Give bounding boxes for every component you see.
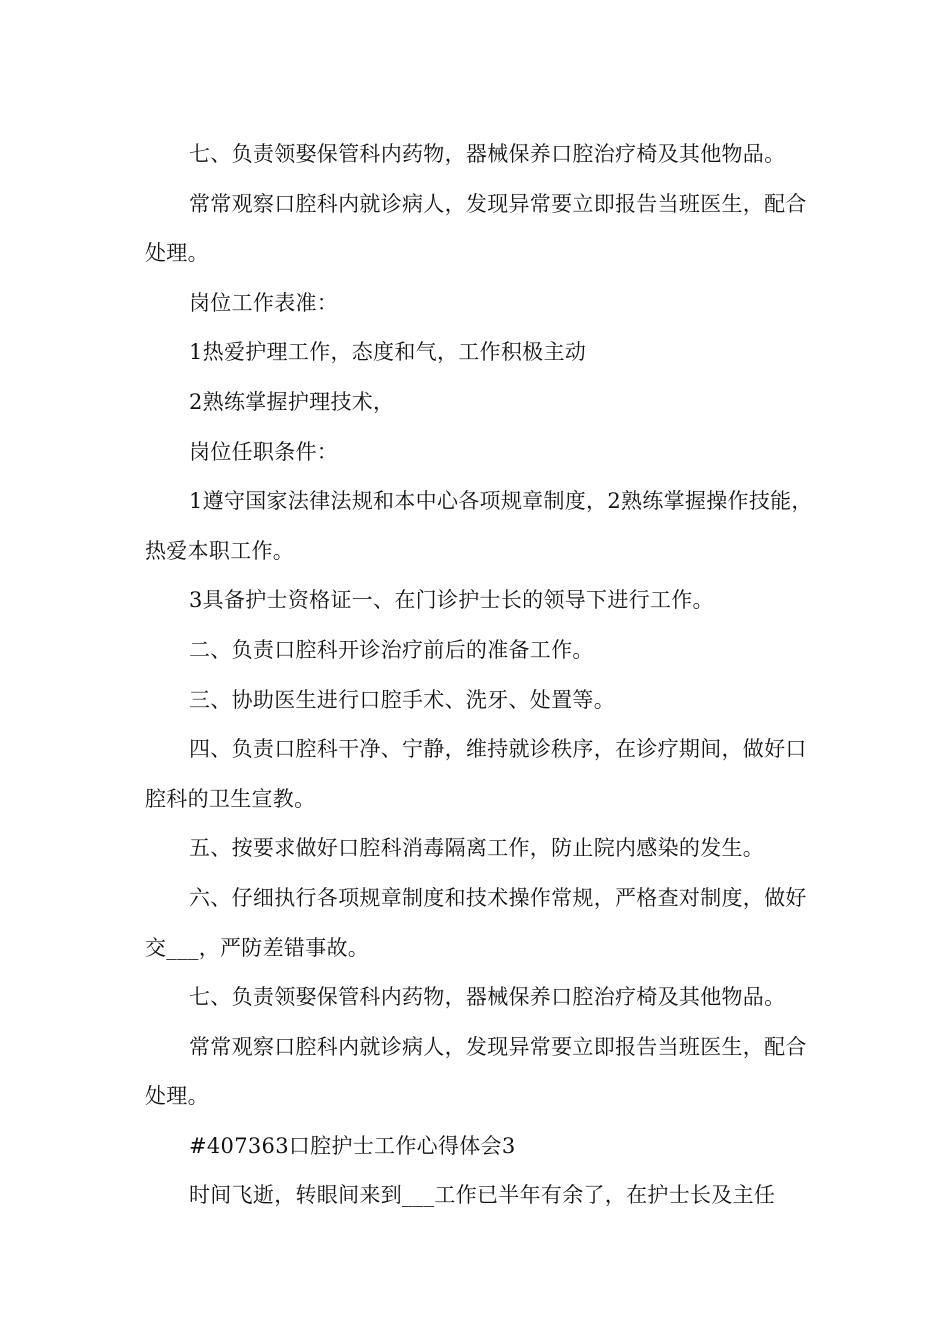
paragraph: 时间飞逝，转眼间来到___工作已半年有余了，在护士长及主任	[189, 1183, 776, 1208]
paragraph: 常常观察口腔科内就诊病人，发现异常要立即报告当班医生，配合处理。	[145, 1034, 807, 1109]
paragraph: 六、仔细执行各项规章制度和技术操作常规，严格查对制度，做好交___，严防差错事故。	[145, 885, 807, 960]
paragraph: 常常观察口腔科内就诊病人，发现异常要立即报告当班医生，配合处理。	[145, 191, 807, 266]
section-heading: 岗位任职条件：	[189, 439, 339, 464]
paragraph: 1遵守国家法律法规和本中心各项规章制度，2熟练掌握操作技能，热爱本职工作。	[145, 489, 813, 563]
paragraph: 3具备护士资格证一、在门诊护士长的领导下进行工作。	[189, 588, 714, 613]
paragraph: 四、负责口腔科干净、宁静，维持就诊秩序，在诊疗期间，做好口腔科的卫生宣教。	[145, 737, 807, 811]
paragraph: 2熟练掌握护理技术，	[189, 389, 395, 414]
paragraph: 二、负责口腔科开诊治疗前后的准备工作。	[189, 637, 594, 662]
paragraph: 三、协助医生进行口腔手术、洗牙、处置等。	[189, 687, 615, 712]
paragraph: 1热爱护理工作，态度和气，工作积极主动	[189, 340, 587, 365]
section-heading: 岗位工作表准：	[189, 290, 339, 315]
paragraph: 七、负责领娶保管科内药物，器械保养口腔治疗椅及其他物品。	[189, 142, 786, 166]
section-title: #407363口腔护士工作心得体会3	[189, 1133, 516, 1158]
paragraph: 七、负责领娶保管科内药物，器械保养口腔治疗椅及其他物品。	[189, 985, 786, 1010]
document-body	[145, 130, 825, 1221]
paragraph: 五、按要求做好口腔科消毒隔离工作，防止院内感染的发生。	[189, 836, 765, 861]
